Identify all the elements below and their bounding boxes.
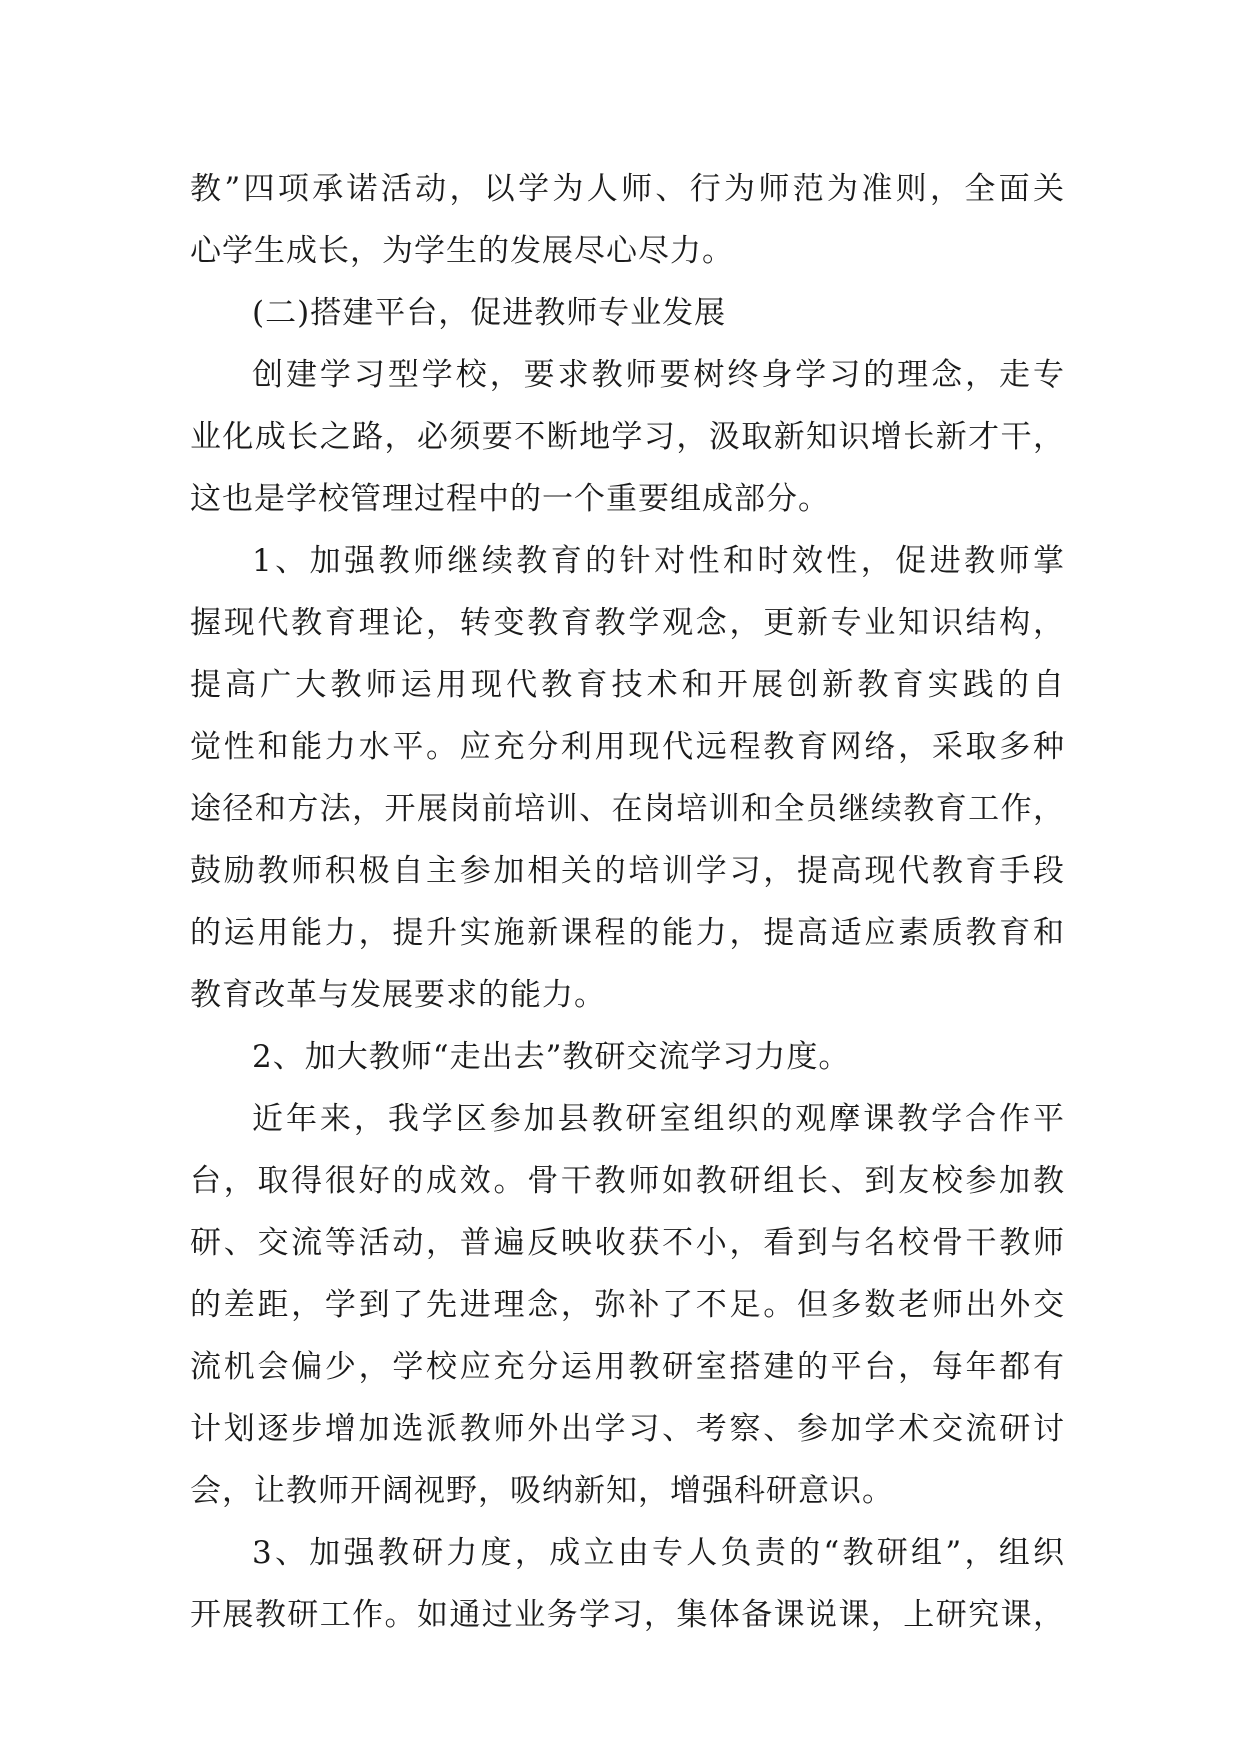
text-line: 流机会偏少，学校应充分运用教研室搭建的平台，每年都有 [190,1349,1065,1385]
text-line: 的运用能力，提升实施新课程的能力，提高适应素质教育和 [190,915,1065,951]
text-line: 途径和方法，开展岗前培训、在岗培训和全员继续教育工作， [190,791,1065,827]
text-line: 1、加强教师继续教育的针对性和时效性，促进教师掌 [252,543,1065,579]
text-line: 创建学习型学校，要求教师要树终身学习的理念，走专 [252,357,1065,393]
text-line: 计划逐步增加选派教师外出学习、考察、参加学术交流研讨 [190,1411,1065,1447]
text-line: 近年来，我学区参加县教研室组织的观摩课教学合作平 [252,1101,1065,1137]
text-line: 心学生成长，为学生的发展尽心尽力。 [190,233,734,269]
text-line: 这也是学校管理过程中的一个重要组成部分。 [190,481,830,517]
text-line: 3、加强教研力度，成立由专人负责的“教研组”，组织 [252,1535,1065,1571]
text-line: 台，取得很好的成效。骨干教师如教研组长、到友校参加教 [190,1163,1065,1199]
text-line: 的差距，学到了先进理念，弥补了不足。但多数老师出外交 [190,1287,1065,1323]
text-line: 鼓励教师积极自主参加相关的培训学习，提高现代教育手段 [190,853,1065,889]
text-line: 教育改革与发展要求的能力。 [190,977,606,1013]
text-line: 觉性和能力水平。应充分利用现代远程教育网络，采取多种 [190,729,1065,765]
text-line: 握现代教育理论，转变教育教学观念，更新专业知识结构， [190,605,1065,641]
text-line: 2、加大教师“走出去”教研交流学习力度。 [252,1039,851,1075]
text-line: 会，让教师开阔视野，吸纳新知，增强科研意识。 [190,1473,894,1509]
section-heading: (二)搭建平台，促进教师专业发展 [252,295,727,331]
text-line: 开展教研工作。如通过业务学习，集体备课说课，上研究课， [190,1597,1065,1633]
text-line: 教”四项承诺活动，以学为人师、行为师范为准则，全面关 [190,171,1065,207]
text-line: 业化成长之路，必须要不断地学习，汲取新知识增长新才干， [190,419,1065,455]
body-text [190,158,1065,1646]
text-line: 提高广大教师运用现代教育技术和开展创新教育实践的自 [190,667,1065,703]
text-line: 研、交流等活动，普遍反映收获不小，看到与名校骨干教师 [190,1225,1065,1261]
